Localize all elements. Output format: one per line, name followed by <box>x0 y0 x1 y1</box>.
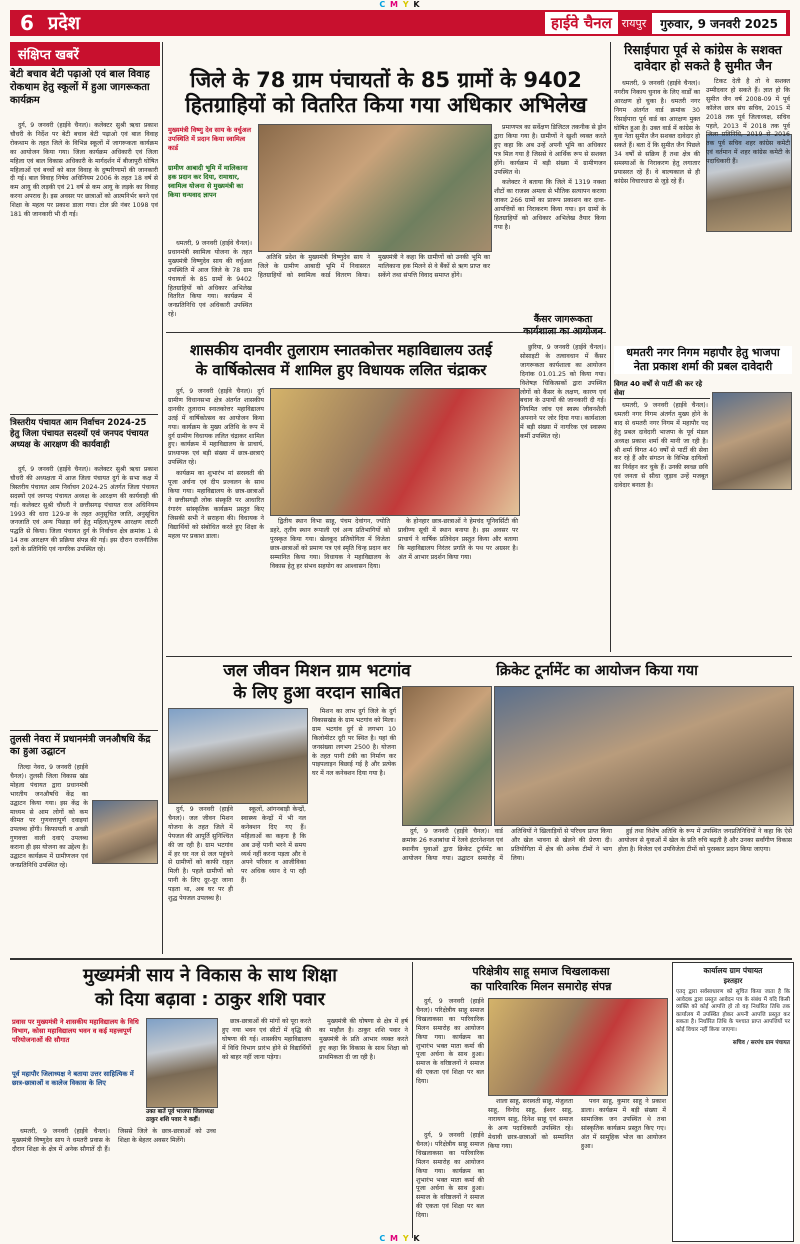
lead-intro-1: मुख्यमंत्री विष्णु देव साय के वर्चुअल उपस्थिति में प्रदान किया स्वामित्व कार्ड <box>168 126 252 152</box>
college-body-2: द्वितीय स्थान विभा साहू, पंचम देवांगन, ज्योति डहरे, तृतीय स्थान रूपाली एवं अन्य प्रतिभागियों को पुरस्कृत किया गया। खेलकूद प्रतियोगिता में विजेता छात्र-छात्राओं को प्रमाण पत्र एवं स्मृति चिन्ह प्रदान कर सम्मानित किया गया। विधायक ने महाविद्यालय के विकास हेतु हर संभव सहयोग का आश्वासन दिया। के होनहार छात्र-छात्राओं ने हेमचंद यूनिवर्सिटी की प्रावीण्य सूची में स्थान बनाया है। इस अवसर पर प्राचार्य ने वार्षिक प्रतिवेदन प्रस्तुत किया और बताया कि महाविद्यालय निरंतर प्रगति के पथ पर अग्रसर है। अंत में आभार प्रदर्शन किया गया। <box>270 518 518 570</box>
column-divider <box>162 42 163 954</box>
cricket-photo-1 <box>402 686 492 826</box>
lead-body-2: अतिथि प्रदेश के मुख्यमंत्री विष्णुदेव साय ने जिले के ग्रामीण आबादी भूमि में निवासरत हितग्राहियों को स्वामित्व कार्ड वितरण किया। मुख्यमंत्री ने कहा कि ग्रामीणों को उनकी भूमि का मालिकाना हक मिलने से वे बैंकों से ऋण प्राप्त कर सकेंगे तथा संपत्ति विवाद समाप्त होंगे। <box>258 254 490 279</box>
cmyk-marks-bottom: C M Y K <box>379 1234 421 1243</box>
lead-photo <box>258 124 492 252</box>
sumit-jain-body: धमतरी, 9 जनवरी (हाईवे चैनल)। नगरीय निकाय चुनाव के लिए वार्डों का आरक्षण हो चुका है। धमतरी नगर निगम अंतर्गत वार्ड क्रमांक 30 रिसाईपारा पूर्व वार्ड का आरक्षण मुक्त घोषित हुआ है। उक्त वार्ड में कांग्रेस के युवा नेता सुमीत जैन सशक्त दावेदार हो सकते हैं। बता दें कि सुमीत जैन पिछले 34 वर्षों से सक्रिय हैं तथा क्षेत्र की समस्याओं के निराकरण हेतु लगातार प्रयासरत रहे हैं। वे बाल्यकाल से ही कांग्रेस विचारधारा से जुड़े रहे हैं। <box>614 80 700 185</box>
cm-bullet-2: पूर्व महापौर जिलाध्यक्ष ने बताया उत्तर साहित्यिक में छात्र-छात्राओं व कालेज विकास के लिए <box>12 1070 134 1087</box>
brief-2-headline: त्रिस्तरीय पंचायत आम निर्वाचन 2024-25 हेतु जिला पंचायत सदस्यों एवं जनपद पंचायत अध्यक्ष के आरक्षण की कार्यवाही <box>10 418 149 450</box>
sahu-samaj-body-1: दुर्ग, 9 जनवरी (हाईवे चैनल)। परिक्षेत्रीय साहू समाज चिखलाकसा का पारिवारिक मिलन समारोह का आयोजन किया गया। कार्यक्रम का शुभारंभ भक्त माता कर्मा की पूजा अर्चना के साथ हुआ। समाज के वरिष्ठजनों ने समाज की एकता एवं शिक्षा पर बल दिया। <box>416 998 484 1086</box>
cricket-headline: क्रिकेट टूर्नामेंट का आयोजन किया गया <box>496 663 698 679</box>
divider <box>10 958 792 960</box>
divider <box>166 656 792 657</box>
cm-body-1: धमतरी, 9 जनवरी (हाईवे चैनल)। मुख्यमंत्री विष्णुदेव साय ने धमतरी प्रवास के दौरान शिक्षा के क्षेत्र में अनेक सौगातें दी हैं। जिससे जिले के छात्र-छात्राओं को उच्च शिक्षा के बेहतर अवसर मिलेंगे। <box>12 1128 216 1153</box>
brief-1-body: दुर्ग, 9 जनवरी (हाईवे चैनल)। कलेक्टर सुश्री ऋचा प्रकाश चौधरी के निर्देश पर बेटी बचाव बेटी पढ़ाओ एवं बाल विवाह रोकथाम के तहत जिले के विभिन्न स्कूलों में जागरूकता कार्यक्रम का आयोजन किया गया। जिला कार्यक्रम अधिकारी एवं जिला महिला एवं बाल विकास अधिकारी के मार्गदर्शन में बीजापुरी घोषित महिलाओं एवं बच्चों को बाल विवाह के दुष्परिणामों की जानकारी दी गई। बाल विवाह निषेध अधिनियम 2006 के तहत 18 वर्ष से कम आयु की लड़की एवं 21 वर्ष से कम आयु के लड़के का विवाह करना अपराध है। इस अवसर पर छात्राओं को आत्मनिर्भर बनने एवं शिक्षा के महत्व पर प्रकाश डाला गया। टोल फ्री नंबर 1098 एवं 181 की जानकारी भी दी गई। <box>10 122 158 219</box>
cricket-body: दुर्ग, 9 जनवरी (हाईवे चैनल)। वार्ड क्रमांक 26 रुआबांधा में रेलवे इंटरनेशनल एवं स्थानीय युवाओं द्वारा क्रिकेट टूर्नामेंट का आयोजन किया गया। उद्घाटन समारोह में अतिथियों ने खिलाड़ियों से परिचय प्राप्त किया और खेल भावना से खेलने की प्रेरणा दी। प्रतियोगिता में क्षेत्र की अनेक टीमों ने भाग लिया। <box>402 828 612 862</box>
edition-city: रायपुर <box>621 16 647 30</box>
cm-photo-caption: उक्त बातें पूर्व भाजपा जिलाध्यक्ष ठाकुर शशि पवार ने कहीं। <box>146 1109 214 1123</box>
cm-bullet-1: प्रवास पर मुख्यमंत्री ने शासकीय महाविद्यालय के विधि विभाग, कोसा महाविद्यालय भवन व कई महत्त्वपूर्ण परियोजनाओं की सौगात <box>12 1018 139 1044</box>
brief-3-headline: तुलसी नेवरा में प्रधानमंत्री जनऔषधि केंद्र का हुआ उद्घाटन <box>10 734 151 757</box>
college-photo <box>270 388 520 516</box>
column-divider <box>412 962 413 1238</box>
divider <box>10 730 158 731</box>
jal-jeevan-photo <box>168 708 308 804</box>
college-headline: शासकीय दानवीर तुलाराम स्नातकोत्तर महाविद्यालय उतई के वार्षिकोत्सव में शामिल हुए विधायक ललित चंद्राकर <box>189 341 493 379</box>
divider <box>166 332 606 333</box>
brief-3-body: तिल्दा नेवरा, 9 जनवरी (हाईवे चैनल)। तुलसी जिला विकास खंड मोहला पंचायत द्वारा प्रधानमंत्री भारतीय जनऔषधि केंद्र का उद्घाटन किया गया। इस केंद्र के माध्यम से आम लोगों को कम कीमत पर गुणवत्तापूर्ण दवाइयां उपलब्ध होंगी। किफायती व अच्छी गुणवत्ता वाली दवाएं उपलब्ध कराना ही इस योजना का उद्देश्य है। उद्घाटन कार्यक्रम में ग्रामीणजन एवं जनप्रतिनिधि उपस्थित रहे। <box>10 764 88 869</box>
jal-jeevan-body-1: दुर्ग, 9 जनवरी (हाईवे चैनल)। जल जीवन मिशन योजना के तहत जिले में पेयजल की आपूर्ति सुनिश्चित की जा रही है। ग्राम भटगांव में हर घर नल से जल पहुंचने से ग्रामीणों को काफी राहत मिली है। पहले ग्रामीणों को पानी के लिए दूर-दूर जाना पड़ता था, अब घर पर ही शुद्ध पेयजल उपलब्ध है। स्कूलों, आंगनबाड़ी केन्द्रों, स्वास्थ्य केन्द्रों में भी नल कनेक्शन दिए गए हैं। महिलाओं का कहना है कि अब उन्हें पानी भरने में समय व्यर्थ नहीं करना पड़ता और वे अपने परिवार व आजीविका पर अधिक ध्यान दे पा रही हैं। <box>168 806 306 903</box>
page-number: 6 <box>20 11 34 35</box>
jal-jeevan-headline: जल जीवन मिशन ग्राम भटगांव के लिए हुआ वरदान साबित <box>223 661 411 703</box>
cm-shiksha-headline: मुख्यमंत्री साय ने विकास के साथ शिक्षा को दिया बढ़ावा : ठाकुर शशि पवार <box>83 965 337 1010</box>
prakash-sharma-headline: धमतरी नगर निगम महापौर हेतु भाजपा नेता प्रकाश शर्मा की प्रबल दावेदारी <box>614 346 792 374</box>
brief-news-title: संक्षिप्त खबरें <box>10 42 160 66</box>
prakash-sharma-subhead: विगत 40 वर्षों से पार्टी की कर रहे सेवा <box>614 380 710 399</box>
college-body-1: दुर्ग, 9 जनवरी (हाईवे चैनल)। दुर्ग ग्रामीण विधानसभा क्षेत्र अंतर्गत शासकीय दानवीर तुलाराम स्नातकोत्तर महाविद्यालय उतई में वार्षिकोत्सव का आयोजन किया गया। कार्यक्रम के मुख्य अतिथि के रूप में दुर्ग ग्रामीण विधायक ललित चंद्राकर शामिल हुए। कार्यक्रम में महाविद्यालय के प्राचार्य, प्राध्यापक एवं बड़ी संख्या में छात्र-छात्राएं उपस्थित रहे। कार्यक्रम का शुभारंभ मां सरस्वती की पूजा अर्चना एवं दीप प्रज्वलन के साथ किया गया। महाविद्यालय के छात्र-छात्राओं ने छत्तीसगढ़ी लोक संस्कृति पर आधारित रंगारंग सांस्कृतिक कार्यक्रम प्रस्तुत किए जिसकी सभी ने सराहना की। विधायक ने विद्यार्थियों को संबोधित करते हुए शिक्षा के महत्व पर प्रकाश डाला। <box>168 388 264 540</box>
sumit-jain-body-cont: टिकट देती है तो वे सशक्त उम्मीदवार हो सकते हैं। ज्ञात हो कि सुमीत जैन वर्ष 2008-09 में पूर्व कॉलेज छात्र संघ सचिव, 2015 में 2018 तक पूर्व जिलाध्यक्ष, सचिव पहले, 2013 में 2018 तक पूर्व जिला प्रतिनिधि, 2019 से 2016 तक पूर्व सचिव शहर कांग्रेस कमेटी एवं वर्तमान में शहर कांग्रेस कमेटी के पदाधिकारी हैं। <box>706 78 790 166</box>
lead-intro-2: ग्रामीण आबादी भूमि में मालिकाना हक प्रदान कर दिया, रामाधार, स्वामित्व योजना से मुख्यमंत्री का किया धन्यवाद ज्ञापन <box>168 164 248 199</box>
janaushadhi-photo <box>92 800 158 864</box>
sahu-samaj-headline: परिक्षेत्रीय साहू समाज चिखलाकसा का पारिवारिक मिलन समारोह संपन्न <box>470 965 612 993</box>
lead-headline: जिले के 78 ग्राम पंचायतों के 85 ग्रामों के 9402 हितग्राहियों को वितरित किया गया अधिकार अभिलेख <box>185 68 587 117</box>
cricket-photo-2 <box>494 686 794 826</box>
lead-body-3: प्रमाणपत्र का सर्वेक्षण डिजिटल तकनीक से ड्रोन द्वारा किया गया है। ग्रामीणों ने खुशी व्यक्त करते हुए कहा कि अब उन्हें अपनी भूमि का अधिकार पत्र मिल गया है जिससे वे आर्थिक रूप से सशक्त होंगे। कार्यक्रम में बड़ी संख्या में ग्रामीणजन उपस्थित थे। कलेक्टर ने बताया कि जिले में 1319 नक्शा शीटों का राजस्व अमला से भौतिक सत्यापन कराया जाकर 266 ग्रामों का प्रारूप प्रकाशन कर दावा-आपत्तियों का निराकरण किया गया। इन ग्रामों के हितग्राहियों को अधिकार अभिलेख तैयार किया गया है। <box>494 124 606 231</box>
lead-body-1: धमतरी, 9 जनवरी (हाईवे चैनल)। प्रधानमंत्री स्वामित्व योजना के तहत मुख्यमंत्री विष्णुदेव साय की वर्चुअल उपस्थिति में आज जिले के 78 ग्राम पंचायतों के 85 ग्रामों के 9402 हितग्राहियों को अधिकार अभिलेख वितरित किया गया। कार्यक्रम में जनप्रतिनिधि एवं अधिकारी उपस्थित रहे। <box>168 240 252 319</box>
cmyk-marks-top: C M Y K <box>379 0 421 9</box>
brief-1-headline: बेटी बचाव बेटी पढ़ाओ एवं बाल विवाह रोकथाम हेतु स्कूलों में हुआ जागरूकता कार्यक्रम <box>10 69 150 106</box>
newspaper-brand: हाईवे चैनल <box>545 12 618 34</box>
prakash-sharma-body: धमतरी, 9 जनवरी (हाईवे चैनल)। धमतरी नगर निगम अंतर्गत मुख्य होने के बाद से धमतरी नगर निगम में महापौर पद हेतु प्रबल दावेदारी भाजपा के पूर्व मंडल अध्यक्ष प्रकाश शर्मा की मानी जा रही है। श्री शर्मा विगत 40 वर्षों से पार्टी की सेवा कर रहे हैं और संगठन के विभिन्न दायित्वों का निर्वहन कर चुके हैं। उनकी स्वच्छ छवि एवं जनता से सीधा जुड़ाव उन्हें मजबूत दावेदार बनाता है। <box>614 402 708 490</box>
cancer-body: छुरिया, 9 जनवरी (हाईवे चैनल)। सोसाइटी के तत्वावधान में कैंसर जागरूकता कार्यशाला का आयोजन दिनांक 01.01.25 को किया गया। विशेषज्ञ चिकित्सकों द्वारा उपस्थित लोगों को कैंसर के लक्षण, कारण एवं बचाव के उपायों की जानकारी दी गई। नियमित जांच एवं स्वस्थ जीवनशैली अपनाने पर जोर दिया गया। कार्यशाला में बड़ी संख्या में नागरिक एवं स्वास्थ्य कर्मी उपस्थित रहे। <box>520 344 606 441</box>
masthead <box>10 10 790 36</box>
shashi-pawar-photo <box>146 1018 218 1108</box>
jal-jeevan-body-2: मिशन का लाभ दुर्ग जिले के दुर्ग विकासखंड के ग्राम भटगांव को मिला। ग्राम भटगांव दुर्ग से लगभग 10 किलोमीटर दूरी पर स्थित है। यहां की जनसंख्या लगभग 2500 है। योजना के तहत पानी टंकी का निर्माण कर पाइपलाइन बिछाई गई है और प्रत्येक घर में नल कनेक्शन दिया गया है। <box>312 708 396 778</box>
sahu-samaj-photo <box>488 998 668 1096</box>
brief-2-body: दुर्ग, 9 जनवरी (हाईवे चैनल)। कलेक्टर सुश्री ऋचा प्रकाश चौधरी की अध्यक्षता में आज जिला पंचायत दुर्ग के सभा कक्ष में त्रिस्तरीय पंचायत आम निर्वाचन 2024-25 अंतर्गत जिला पंचायत सदस्यों एवं जनपद पंचायत अध्यक्ष के आरक्षण की कार्यवाही की गई। कलेक्टर सुश्री चौधरी ने छत्तीसगढ़ पंचायत राज अधिनियम 1993 की धारा 129-ङ के तहत अनुसूचित जाति, अनुसूचित जनजाति एवं अन्य पिछड़ा वर्ग हेतु महिला/पुरुष आरक्षण लाटरी पद्धति से किया। जिला पंचायत दुर्ग के निर्वाचन क्षेत्र क्रमांक 1 से 14 तक आरक्षण की प्रक्रिया संपन्न की गई। इस दौरान राजनीतिक दलों के प्रतिनिधि एवं नागरिक उपस्थित रहे। <box>10 466 158 554</box>
divider <box>10 414 158 415</box>
sahu-samaj-body-2: शाला साहू, सरस्वती साहू, मंजुलता साहू, विनोद साहू, ईश्वर साहू, नारायण साहू, दिनेश साहू एवं समाज के अन्य पदाधिकारी उपस्थित रहे। मेधावी छात्र-छात्राओं को सम्मानित किया गया। पवन साहू, कुमार साहू ने प्रकाश डाला। कार्यक्रम में बड़ी संख्या में सामाजिक जन उपस्थित थे तथा सांस्कृतिक कार्यक्रम प्रस्तुत किए गए। अंत में सामूहिक भोज का आयोजन हुआ। <box>488 1098 666 1150</box>
sahu-samaj-body-3: दुर्ग, 9 जनवरी (हाईवे चैनल)। परिक्षेत्रीय साहू समाज चिखलाकसा का पारिवारिक मिलन समारोह का आयोजन किया गया। कार्यक्रम का शुभारंभ भक्त माता कर्मा की पूजा अर्चना के साथ हुआ। समाज के वरिष्ठजनों ने समाज की एकता एवं शिक्षा पर बल दिया। <box>416 1132 484 1220</box>
cm-body-2: छात्र-छात्राओं की मांगों को पूरा करते हुए नया भवन एवं सीटों में वृद्धि की घोषणा की गई। शासकीय महाविद्यालय में विधि विभाग प्रारंभ होने से विद्यार्थियों को बाहर नहीं जाना पड़ेगा। मुख्यमंत्री की घोषणा से क्षेत्र में हर्ष का माहौल है। ठाकुर शशि पवार ने मुख्यमंत्री के प्रति आभार व्यक्त करते हुए कहा कि विकास के साथ शिक्षा को प्राथमिकता दी जा रही है। <box>222 1018 408 1061</box>
edition-date: गुरुवार, 9 जनवरी 2025 <box>652 13 786 34</box>
legal-notice: कार्यालय ग्राम पंचायत इश्तहार एतद् द्वारा सर्वसाधारण को सूचित किया जाता है कि आवेदक द्वारा प्रस्तुत आवेदन पत्र के संबंध में यदि किसी व्यक्ति को कोई आपत्ति हो तो वह निर्धारित तिथि तक कार्यालय में उपस्थित होकर अपनी आपत्ति प्रस्तुत कर सकता है। निर्धारित तिथि के पश्चात प्राप्त आपत्तियों पर कोई विचार नहीं किया जाएगा। सचिव / सरपंच ग्राम पंचायत <box>672 962 794 1242</box>
cricket-body-2: हुई तथा विशेष अतिथि के रूप में उपस्थित जनप्रतिनिधियों ने कहा कि ऐसे आयोजन से युवाओं में खेल के प्रति रुचि बढ़ती है और उनका सर्वांगीण विकास होता है। विजेता एवं उपविजेता टीमों को पुरस्कार प्रदान किया जाएगा। <box>618 828 792 853</box>
column-divider <box>610 42 611 652</box>
sumit-jain-headline: रिसाईपारा पूर्व से कांग्रेस के सशक्त दावेदार हो सकते है सुमीत जैन <box>624 42 782 73</box>
prakash-sharma-photo <box>712 392 792 490</box>
cancer-headline: कैंसर जागरूकता <box>533 314 593 325</box>
section-title: प्रदेश <box>48 13 81 34</box>
